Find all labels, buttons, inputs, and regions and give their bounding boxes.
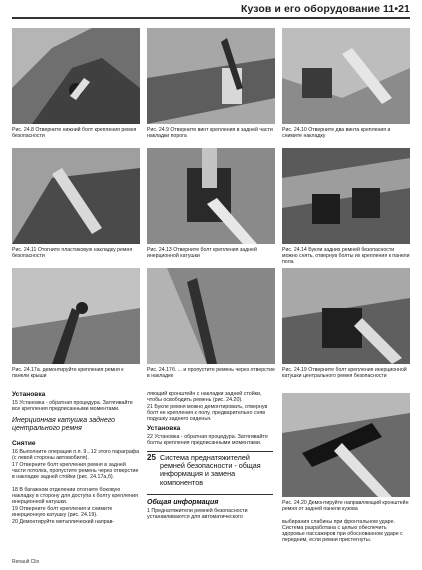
photo-graphic: [147, 268, 275, 364]
caption-fig-24-19: Рис. 24.19 Отверните болт крепления инерционной катушки центрального ремня безопасности: [282, 367, 407, 380]
section-number: 25: [147, 453, 156, 462]
photo-fig-24-19: [282, 268, 410, 364]
photo-fig-24-14: [282, 148, 410, 244]
photo-fig-24-11: [12, 148, 140, 244]
photo-fig-24-8: [12, 28, 140, 124]
reel-heading: Инерционная катушка заднего центрального ремня: [12, 417, 115, 432]
caption-fig-24-17a: Рис. 24.17а. демонтируйте крепления ремня к панели крыши: [12, 367, 124, 380]
caption-fig-24-10: Рис. 24.10 Отверните два винта крепления и снимите накладку: [282, 127, 391, 140]
caption-fig-24-13: Рис. 24.13 Отверните болт крепления задней инерционной катушки: [147, 247, 257, 260]
photo-fig-24-10: [282, 28, 410, 124]
photo-graphic: [282, 148, 410, 244]
photo-fig-24-9: [147, 28, 275, 124]
photo-graphic: [147, 148, 275, 244]
paragraph-15: 15 Установка - обратная процедура. Затягивайте все крепления предписанными моментами.: [12, 400, 133, 413]
photo-fig-24-17a: [12, 268, 140, 364]
caption-fig-24-14: Рис. 24.14 Букли задних ремней безопасности можно снять, отвернув болты их крепления к панели пола: [282, 247, 410, 266]
paragraph-16: 16 Выполните операции п.п. 9...12 этого параграфа (с левой стороны автомобиля).: [12, 449, 140, 462]
photo-graphic: [12, 28, 140, 124]
header-rule: [12, 17, 410, 19]
paragraph-17: 17 Отверните болт крепления ремня в задней части потолка, пропустите ремень через отверстие в накладке задней стойки (рис. 24.17а,б).: [12, 462, 139, 481]
section-title: Система преднатяжителей ремней безопасности - общая информация и замена компонентов: [160, 453, 261, 487]
caption-fig-24-11: Рис. 24.11 Отогните пластиковую накладку ремня безопасности: [12, 247, 133, 260]
paragraph-20: 20 Демонтируйте металлический направ-: [12, 519, 115, 525]
page-title: Кузов и его оборудование 11•21: [240, 3, 410, 15]
footer-label: Renault Clio: [12, 559, 40, 565]
photo-graphic: [282, 28, 410, 124]
install-heading: Установка: [12, 391, 46, 398]
photo-graphic: [12, 268, 140, 364]
removal-heading: Снятие: [12, 440, 36, 447]
photo-fig-24-20: [282, 393, 410, 497]
paragraph-21: 21 Букле ремня можно демонтировать, отвернув болт ее крепления к полу, предварительно сняв подушку заднего сиденья.: [147, 404, 268, 423]
page-header: [0, 0, 422, 20]
paragraph-22: 22 Установка - обратная процедура. Затягивайте болты крепления предписанными моментами.: [147, 434, 268, 447]
section-heading-25: [147, 451, 273, 495]
section-rule-bottom: [147, 494, 273, 495]
caption-fig-24-20: Рис. 24.20 Демонтируйте направляющий кронштейн ремня от задней панели кузова: [282, 500, 409, 513]
photo-graphic: [282, 268, 410, 364]
photo-graphic: [147, 28, 275, 124]
paragraph-col3: выбирания слабины при фронтальном ударе. Система разработана с целью обеспечить здоровье пассажиров при обоснованном ударе с передним, если ремни пристегнуты.: [282, 519, 403, 544]
paragraph-18: 18 В багажном отделении отогните боковую накладку в сторону для доступа к болту крепления инерционной катушки.: [12, 487, 138, 506]
caption-fig-24-9: Рис. 24.9 Отверните винт крепления в задней части накладки порога: [147, 127, 273, 140]
caption-fig-24-8: Рис. 24.8 Отверните нижний болт крепления ремня безопасности: [12, 127, 137, 140]
photo-fig-24-13: [147, 148, 275, 244]
photo-graphic: [12, 148, 140, 244]
photo-fig-24-17b: [147, 268, 275, 364]
paragraph-20-continued: ляющий кронштейн с накладки задней стойки, чтобы освободить ремень (рис. 24.20).: [147, 391, 262, 404]
photo-graphic: [282, 393, 410, 497]
paragraph-1: 1 Преднатяжители ремней безопасности устанавливаются для автоматического: [147, 508, 248, 521]
paragraph-19: 19 Отверните болт крепления и снимите инерционную катушку (рис. 24.19).: [12, 506, 113, 519]
install-heading-2: Установка: [147, 425, 181, 432]
caption-fig-24-17b: Рис. 24.17б. ... и пропустите ремень через отверстие в накладке: [147, 367, 275, 380]
section-rule-top: [147, 451, 273, 452]
general-info-heading: Общая информация: [147, 499, 219, 506]
